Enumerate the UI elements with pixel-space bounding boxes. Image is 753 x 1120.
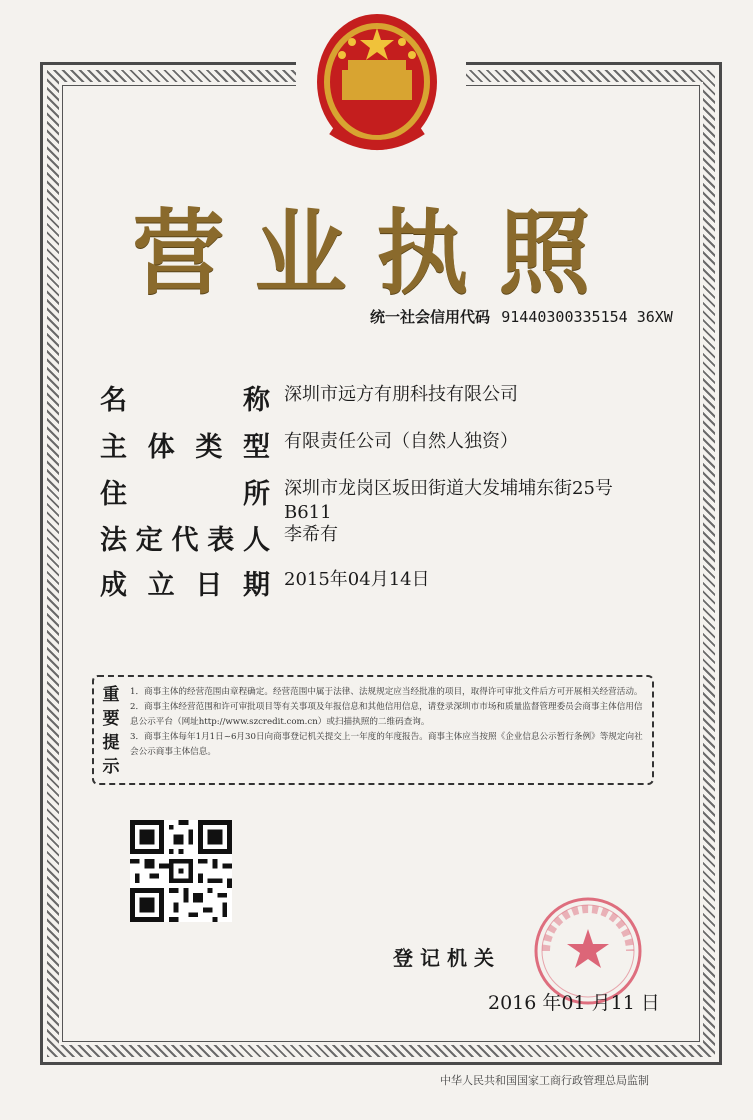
field-name [100, 378, 518, 417]
field-value: 有限责任公司（自然人独资） [284, 431, 518, 452]
field-label: 名称 [100, 385, 270, 416]
notice-heading [100, 683, 122, 779]
address-line-1: 深圳市龙岗区坂田街道大发埔埔东街25号 [284, 478, 613, 499]
issue-date: 2016 年01 月11 日 [488, 992, 660, 1014]
notice-item: 2．商事主体经营范围和许可审批项目等有关事项及年报信息和其他信用信息，请登录深圳市市场和质量监督管理委员会商事主体信用信息公示平台（网址http://www.szcredit.com.cn）或扫描执照的二维码查询。 [130, 702, 643, 727]
field-established [100, 563, 430, 602]
field-label: 成立日期 [100, 570, 270, 601]
notice-head-char: 重 [102, 685, 120, 705]
footer-note: 中华人民共和国国家工商行政管理总局监制 [440, 1074, 649, 1087]
important-notice [92, 675, 654, 785]
field-representative [100, 518, 338, 557]
field-value: 深圳市远方有朋科技有限公司 [284, 384, 518, 405]
field-value: 李希有 [284, 524, 338, 545]
qr-code-icon [130, 820, 232, 922]
document-title: 营业执照 [132, 200, 621, 307]
national-emblem-icon [312, 10, 442, 155]
field-label: 法定代表人 [100, 525, 270, 556]
field-label: 住所 [100, 479, 270, 510]
field-type [100, 425, 518, 464]
registration-authority: 登记机关 [393, 946, 501, 970]
credit-code-value: 91440300335154 36XW [501, 308, 673, 326]
notice-item: 1．商事主体的经营范围由章程确定。经营范围中属于法律、法规规定应当经批准的项目，取得许可审批文件后方可开展相关经营活动。 [130, 687, 643, 697]
credit-code-line [370, 306, 673, 327]
notice-head-char: 示 [102, 757, 120, 777]
field-value: 2015年04月14日 [284, 569, 430, 590]
notice-head-char: 要 [102, 709, 120, 729]
credit-code-label: 统一社会信用代码 [370, 308, 491, 326]
notice-item: 3．商事主体每年1月1日~6月30日向商事登记机关提交上一年度的年度报告。商事主体应当按照《企业信息公示暂行条例》等规定向社会公示商事主体信息。 [130, 732, 643, 757]
notice-items [130, 685, 645, 760]
notice-head-char: 提 [102, 733, 120, 753]
field-label: 主体类型 [100, 432, 270, 463]
address-line-2: B611 [284, 502, 332, 523]
